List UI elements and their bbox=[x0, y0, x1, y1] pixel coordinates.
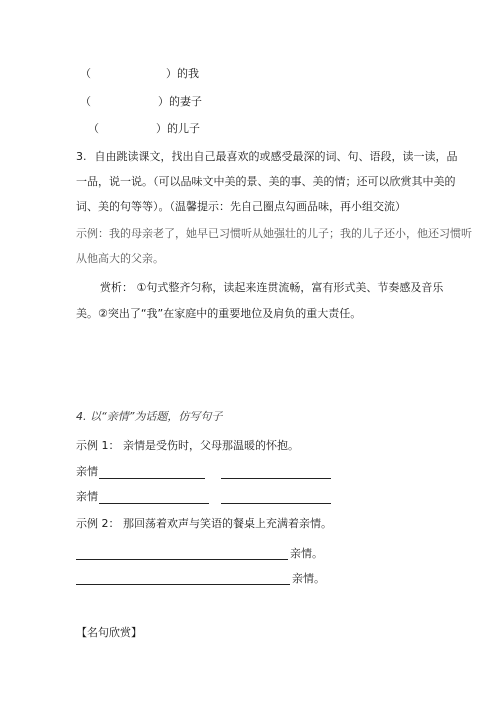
section-title: 【名句欣赏】 bbox=[76, 626, 142, 639]
task4-heading: 4. 以“亲情”为话题，仿写句子 bbox=[76, 410, 223, 423]
task3-line-1 bbox=[76, 151, 458, 162]
task3-text-1: 自由跳读课文，找出自己最喜欢的或感受最深的词、句、语段，读一读，品 bbox=[94, 150, 458, 163]
suffix-b: 亲情。 bbox=[292, 572, 325, 585]
blank-input-b1[interactable] bbox=[99, 503, 209, 504]
fill-line-2-open: （ bbox=[80, 95, 91, 108]
task4-example-2: 示例 2： 那回荡着欢声与笑语的餐桌上充满着亲情。 bbox=[76, 517, 332, 530]
fill-line-3-open: （ bbox=[88, 122, 99, 135]
appreciation-line-2: 美。②突出了“我”在家庭中的重要地位及肩负的重大责任。 bbox=[76, 307, 362, 320]
task3-line-2: 一品，说一说。（可以品味文中美的景、美的事、美的情；还可以欣赏其中美的 bbox=[76, 175, 456, 188]
fill-line-1-open: （ bbox=[80, 67, 91, 80]
blank-input-a1[interactable] bbox=[99, 478, 205, 479]
fill-line-1 bbox=[80, 68, 199, 79]
fill-line-2 bbox=[80, 96, 202, 107]
fill-line-3 bbox=[88, 123, 200, 134]
task3-number: 3. bbox=[76, 150, 87, 163]
blank-input-a2[interactable] bbox=[221, 478, 331, 479]
fill-line-1-close: ）的我 bbox=[166, 67, 199, 80]
appreciation-line-1: 赏析： ①句式整齐匀称，读起来连贯流畅，富有形式美、节奏感及音乐 bbox=[100, 281, 444, 294]
blank-input-c[interactable] bbox=[76, 559, 288, 560]
task4-example-1: 示例 1： 亲情是受伤时，父母那温暖的怀抱。 bbox=[76, 439, 299, 452]
fill-line-2-close: ）的妻子 bbox=[158, 95, 202, 108]
fill-line-3-close: ）的儿子 bbox=[156, 122, 200, 135]
task3-line-3: 词、美的句等等）。（温馨提示：先自己圈点勾画品味，再小组交流） bbox=[76, 200, 406, 213]
blank-input-b2[interactable] bbox=[221, 503, 331, 504]
example-line-2: 从他高大的父亲。 bbox=[76, 252, 164, 265]
blank-input-d[interactable] bbox=[76, 584, 290, 585]
blank-label-b: 亲情 bbox=[76, 490, 98, 503]
suffix-a: 亲情。 bbox=[290, 547, 323, 560]
example-line-1: 示例：我的母亲老了，她早已习惯听从她强壮的儿子；我的儿子还小，他还习惯听 bbox=[76, 227, 472, 240]
blank-label-a: 亲情 bbox=[76, 465, 98, 478]
